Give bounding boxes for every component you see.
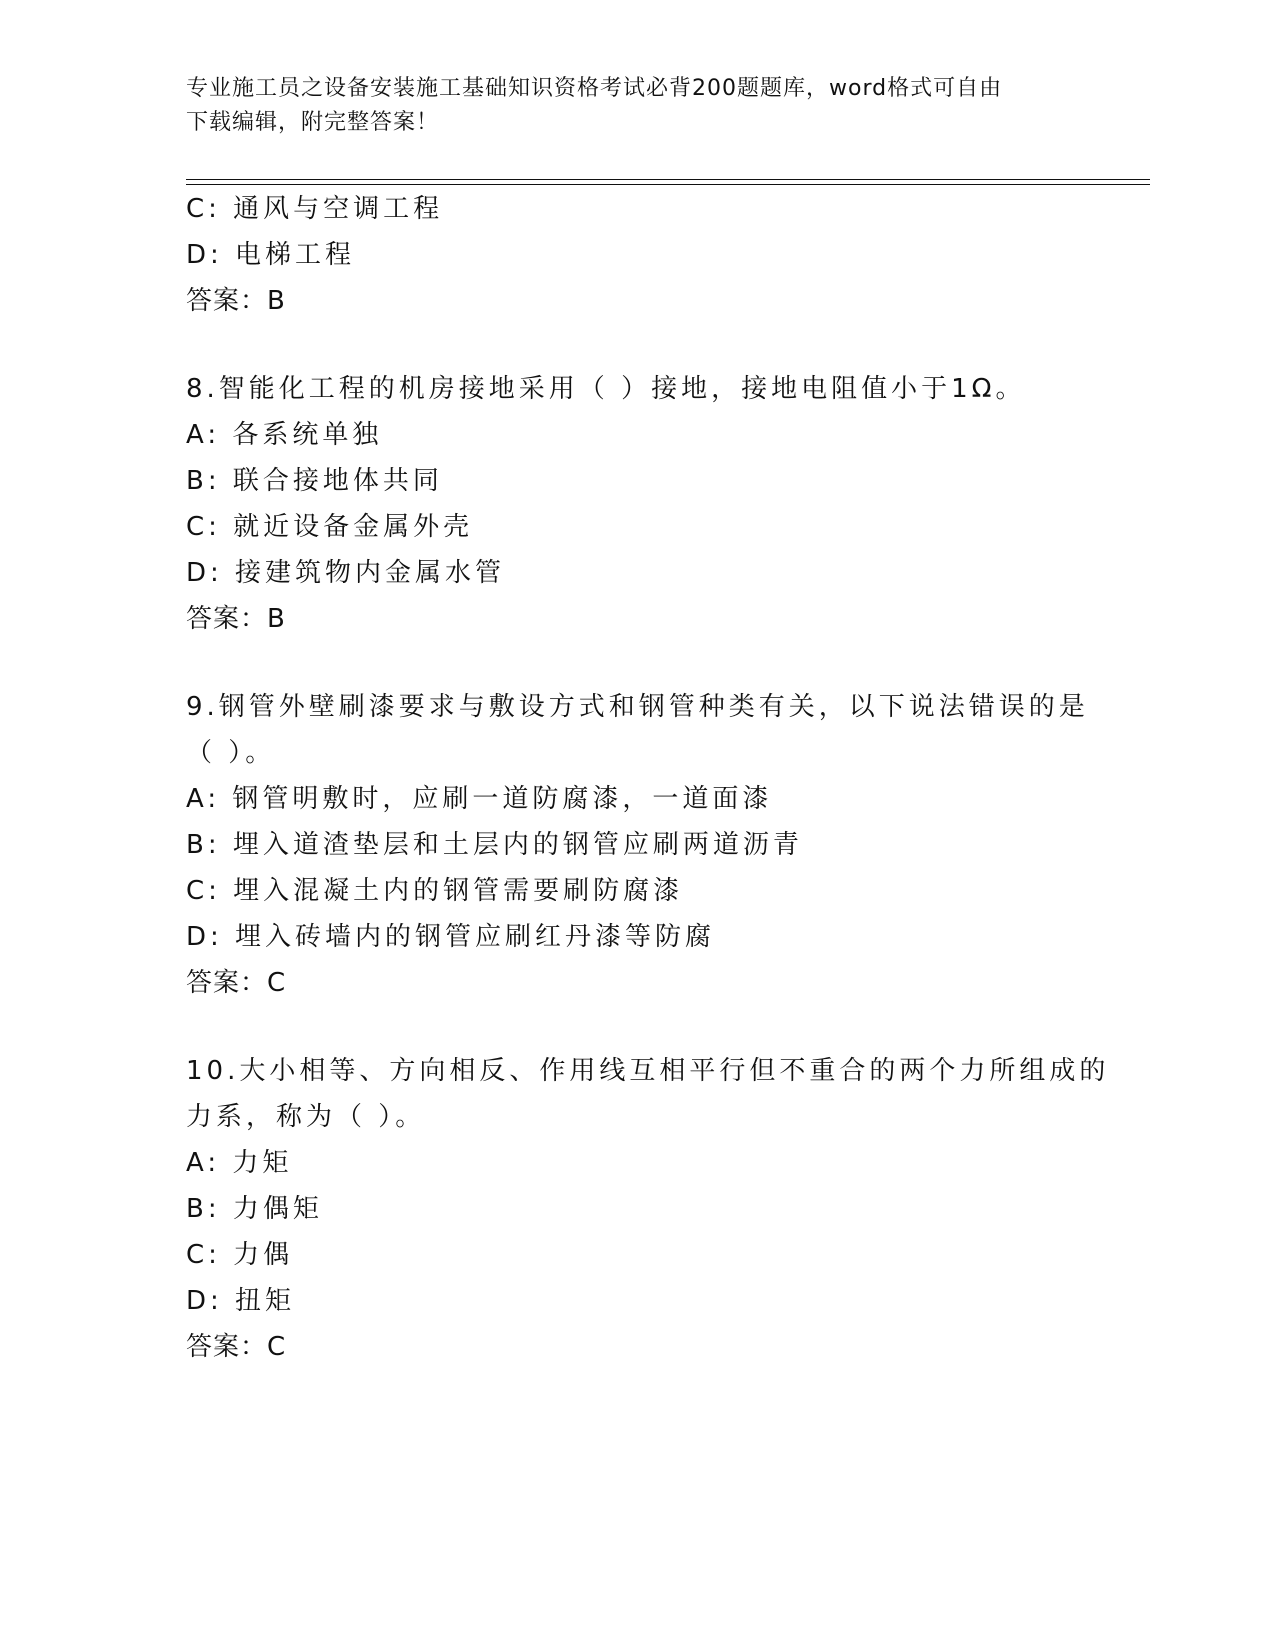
document-header	[186, 72, 1076, 140]
option-d: D: 扭矩	[186, 1286, 296, 1316]
option-b: B: 力偶矩	[186, 1194, 323, 1224]
question-stem-line-1: 9.钢管外壁刷漆要求与敷设方式和钢管种类有关，以下说法错误的是	[186, 692, 1089, 722]
spacer	[186, 642, 1086, 684]
header-title-line-2: 下载编辑，附完整答案！	[186, 110, 440, 135]
question-stem-line-1: 10.大小相等、方向相反、作用线互相平行但不重合的两个力所组成的	[186, 1056, 1110, 1086]
question-stem: 8.智能化工程的机房接地采用（ ）接地，接地电阻值小于1Ω。	[186, 374, 1026, 404]
option-c: C: 力偶	[186, 1240, 294, 1270]
option-c: C: 埋入混凝土内的钢管需要刷防腐漆	[186, 876, 684, 906]
question-10	[186, 1048, 1110, 1370]
option-a: A: 钢管明敷时，应刷一道防腐漆，一道面漆	[186, 784, 773, 814]
question-list	[186, 186, 1110, 1370]
question-stem-line-2: 力系，称为（ ）。	[186, 1102, 426, 1132]
answer-line: 答案：C	[186, 1332, 287, 1362]
option-b: B: 联合接地体共同	[186, 466, 443, 496]
option-c: C: 就近设备金属外壳	[186, 512, 474, 542]
answer-line: 答案：C	[186, 968, 287, 998]
spacer	[186, 1006, 1086, 1048]
option-d: D: 接建筑物内金属水管	[186, 558, 506, 588]
spacer	[186, 324, 1086, 366]
option-a: A: 力矩	[186, 1148, 293, 1178]
option-b: B: 埋入道渣垫层和土层内的钢管应刷两道沥青	[186, 830, 803, 860]
question-7-continuation	[186, 186, 1086, 324]
option-d: D: 电梯工程	[186, 240, 356, 270]
option-d: D: 埋入砖墙内的钢管应刷红丹漆等防腐	[186, 922, 716, 952]
answer-line: 答案：B	[186, 604, 286, 634]
question-8	[186, 366, 1086, 642]
header-divider-top	[186, 179, 1150, 180]
header-divider-bottom	[186, 184, 1150, 185]
question-stem-line-2: （ ）。	[186, 738, 276, 768]
option-c: C: 通风与空调工程	[186, 194, 444, 224]
answer-line: 答案：B	[186, 286, 286, 316]
question-9	[186, 684, 1089, 1006]
option-a: A: 各系统单独	[186, 420, 383, 450]
header-title-line-1: 专业施工员之设备安装施工基础知识资格考试必背200题题库，word格式可自由	[186, 76, 1003, 101]
